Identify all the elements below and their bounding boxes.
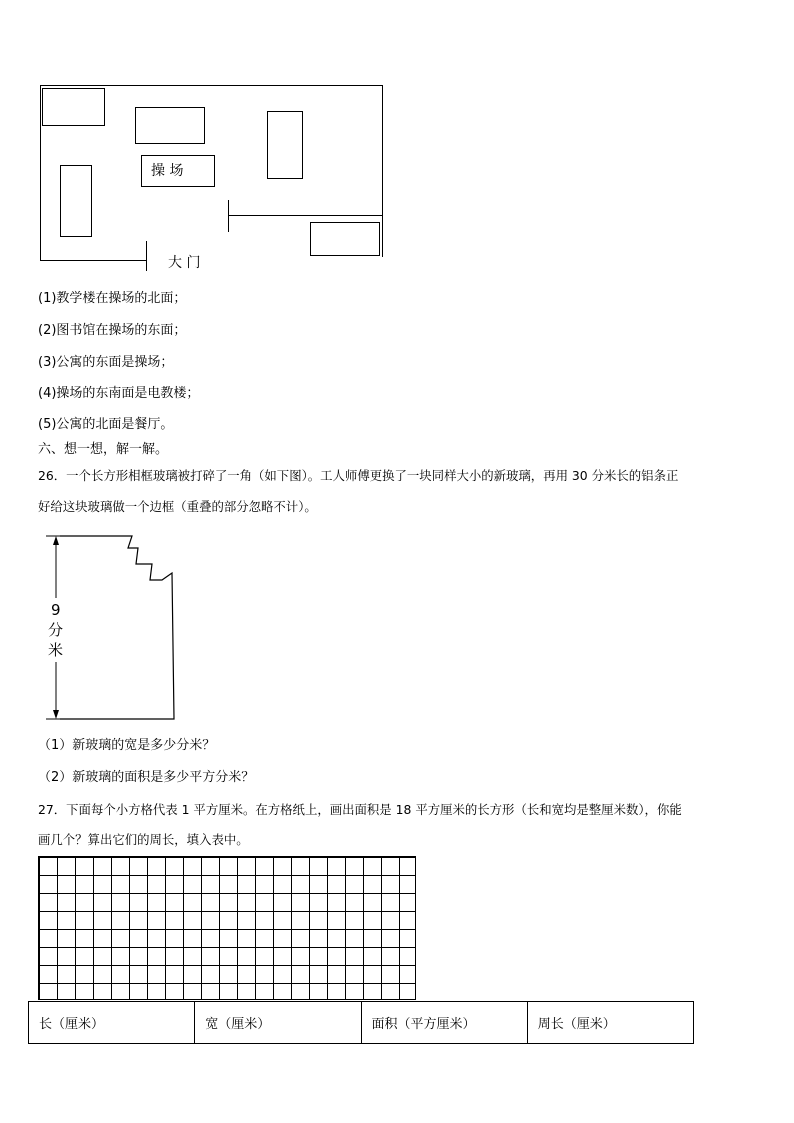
q26-text-line1: 26．一个长方形相框玻璃被打碎了一角（如下图）。工人师傅更换了一块同样大小的新玻璃，再用 30 分米长的铝条正 xyxy=(38,468,679,483)
statement-3: (3)公寓的东面是操场； xyxy=(38,355,174,370)
q26-sub-question-1: （1）新玻璃的宽是多少分米？ xyxy=(38,738,216,753)
building-northwest xyxy=(42,88,105,126)
building-west xyxy=(60,165,92,237)
statement-2: (2)图书馆在操场的东面； xyxy=(38,323,187,338)
building-east xyxy=(267,111,303,179)
square-grid-paper[interactable] xyxy=(38,856,416,1000)
inner-wall-vertical xyxy=(228,200,229,232)
header-width: 宽（厘米） xyxy=(195,1002,361,1044)
header-length: 长（厘米） xyxy=(29,1002,195,1044)
inner-wall-horizontal xyxy=(228,215,383,216)
dimension-label-unit-2: 米 xyxy=(48,641,64,659)
q26-text-line2: 好给这块玻璃做一个边框（重叠的部分忽略不计）。 xyxy=(38,499,317,514)
map-right-border xyxy=(382,85,383,257)
header-area: 面积（平方厘米） xyxy=(361,1002,527,1044)
map-top-border xyxy=(40,85,383,86)
map-bottom-left-wall xyxy=(40,260,147,261)
gate-label: 大 门 xyxy=(168,255,201,271)
building-southeast xyxy=(310,222,380,256)
statement-1: (1)教学楼在操场的北面； xyxy=(38,291,187,306)
dimension-label-number: 9 xyxy=(51,601,61,619)
answer-table-header-row xyxy=(29,1002,694,1044)
statement-5: (5)公寓的北面是餐厅。 xyxy=(38,417,174,432)
statement-4: (4)操场的东南面是电教楼； xyxy=(38,386,200,401)
map-left-border xyxy=(40,85,41,261)
dimension-label-unit-1: 分 xyxy=(48,621,64,639)
q27-text-line1: 27．下面每个小方格代表 1 平方厘米。在方格纸上，画出面积是 18 平方厘米的长方形（长和宽均是整厘米数），你能 xyxy=(38,802,682,817)
building-north xyxy=(135,107,205,144)
section-six-heading: 六、想一想，解一解。 xyxy=(38,442,169,457)
q26-sub-question-2: （2）新玻璃的面积是多少平方分米？ xyxy=(38,770,255,785)
answer-table xyxy=(28,1001,694,1044)
header-perimeter: 周长（厘米） xyxy=(527,1002,693,1044)
q27-text-line2: 画几个？算出它们的周长，填入表中。 xyxy=(38,832,249,847)
playground-label: 操 场 xyxy=(151,163,184,179)
gate-post xyxy=(146,241,147,271)
